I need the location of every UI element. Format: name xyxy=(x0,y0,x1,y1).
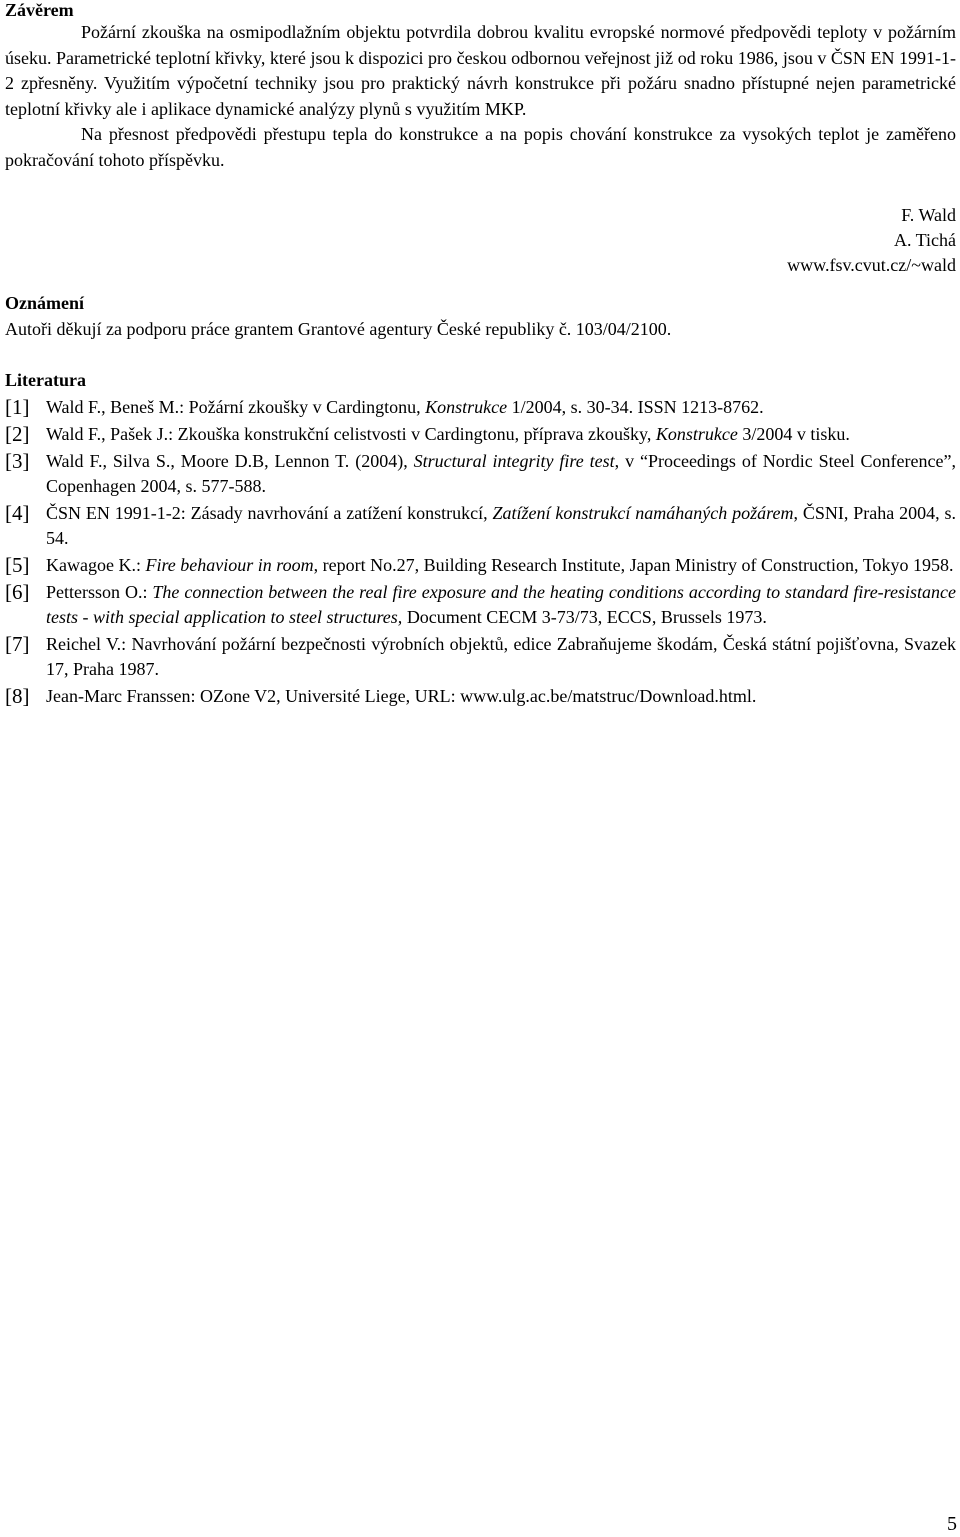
reference-body: Požární zkoušky v Cardingtonu, xyxy=(188,397,426,417)
reference-number: [7] xyxy=(5,632,30,656)
author-name-2: A. Tichá xyxy=(893,230,956,250)
literature-heading: Literatura xyxy=(5,370,86,390)
reference-authors: Wald F., Pašek J.: xyxy=(46,424,178,444)
conclusion-heading: Závěrem xyxy=(5,0,74,20)
reference-italic: Konstrukce xyxy=(655,424,738,444)
conclusion-paragraph-2: Na přesnost předpovědi přestupu tepla do konstrukce a na popis chování konstrukce za vysokých teplot je zaměřeno pokračování tohoto příspěvku. xyxy=(5,124,956,170)
reference-item xyxy=(5,632,956,682)
reference-body: (2004), xyxy=(355,451,414,471)
reference-number: [4] xyxy=(5,501,30,525)
reference-tail: 1/2004, s. 30-34. ISSN 1213-8762. xyxy=(507,397,764,417)
reference-number: [1] xyxy=(5,395,30,419)
notice-heading: Oznámení xyxy=(5,293,84,313)
author-name-1: F. Wald xyxy=(901,205,956,225)
reference-authors: Wald F., Silva S., Moore D.B, Lennon T. xyxy=(46,451,356,471)
reference-tail: , ČSNI, Praha 2004, s. 54. xyxy=(46,503,957,548)
document-page xyxy=(5,0,956,711)
reference-item xyxy=(5,580,956,630)
reference-authors: Jean-Marc Franssen: xyxy=(46,686,200,706)
reference-italic: Konstrukce xyxy=(425,397,508,417)
reference-authors: Reichel V.: xyxy=(46,634,132,654)
reference-authors: Pettersson O.: xyxy=(46,582,153,602)
reference-italic: Zatížení konstrukcí namáhaných požárem xyxy=(492,503,794,523)
page-number: 5 xyxy=(947,1513,957,1535)
reference-text xyxy=(46,422,956,447)
reference-item xyxy=(5,684,956,709)
reference-text xyxy=(46,580,956,630)
reference-text xyxy=(46,684,956,709)
reference-italic: Structural integrity fire test xyxy=(413,451,615,471)
reference-tail: 3/2004 v tisku. xyxy=(737,424,850,444)
author-website: www.fsv.cvut.cz/~wald xyxy=(787,255,956,275)
reference-item xyxy=(5,553,956,578)
author-signature xyxy=(5,203,956,278)
reference-text xyxy=(46,395,956,420)
reference-list xyxy=(5,395,956,709)
reference-italic: Fire behaviour in room xyxy=(145,555,314,575)
reference-body: Zásady navrhování a zatížení konstrukcí, xyxy=(190,503,493,523)
reference-number: [3] xyxy=(5,449,30,473)
reference-item xyxy=(5,501,956,551)
reference-tail: , v “Proceedings of Nordic Steel Conference”, Copenhagen 2004, s. 577-588. xyxy=(46,451,956,496)
reference-item xyxy=(5,449,956,499)
reference-tail: Document CECM 3-73/73, ECCS, Brussels 1973. xyxy=(402,607,767,627)
reference-number: [2] xyxy=(5,422,30,446)
reference-italic: The connection between the real fire exposure and the heating conditions according to standard fire-resistance tests - with special application to steel structures, xyxy=(46,582,956,627)
reference-number: [6] xyxy=(5,580,30,604)
reference-text xyxy=(46,632,956,682)
reference-authors: Wald F., Beneš M.: xyxy=(46,397,189,417)
reference-item xyxy=(5,422,956,447)
reference-number: [5] xyxy=(5,553,30,577)
reference-number: [8] xyxy=(5,684,30,708)
reference-body: Navrhování požární bezpečnosti výrobních objektů, edice Zabraňujeme škodám, Česká státní pojišťovna, Svazek 17, Praha 1987. xyxy=(46,634,956,679)
reference-text xyxy=(46,501,956,551)
reference-authors: Kawagoe K.: xyxy=(46,555,146,575)
reference-item xyxy=(5,395,956,420)
reference-body: OZone V2, Université Liege, URL: www.ulg.ac.be/matstruc/Download.html. xyxy=(199,686,757,706)
reference-text xyxy=(46,553,956,578)
notice-text: Autoři děkují za podporu práce grantem Grantové agentury České republiky č. 103/04/2100. xyxy=(5,319,672,339)
reference-text xyxy=(46,449,956,499)
conclusion-paragraph-1: Požární zkouška na osmipodlažním objektu potvrdila dobrou kvalitu evropské normové předpovědi teploty v požárním úseku. Parametrické teplotní křivky, které jsou k dispozici pro českou odbornou veřejnost již od roku 1986, jsou v ČSN EN 1991-1-2 zpřesněny. Využitím výpočetní techniky jsou pro praktický návrh konstrukce při požáru snadno přístupné nejen parametrické teplotní křivky ale i aplikace dynamické analýzy plynů s využitím MKP. xyxy=(5,22,956,119)
reference-tail: , report No.27, Building Research Institute, Japan Ministry of Construction, Tokyo 1958. xyxy=(313,555,954,575)
reference-body: Zkouška konstrukční celistvosti v Cardingtonu, příprava zkoušky, xyxy=(177,424,656,444)
reference-authors: ČSN EN 1991-1-2: xyxy=(46,503,191,523)
